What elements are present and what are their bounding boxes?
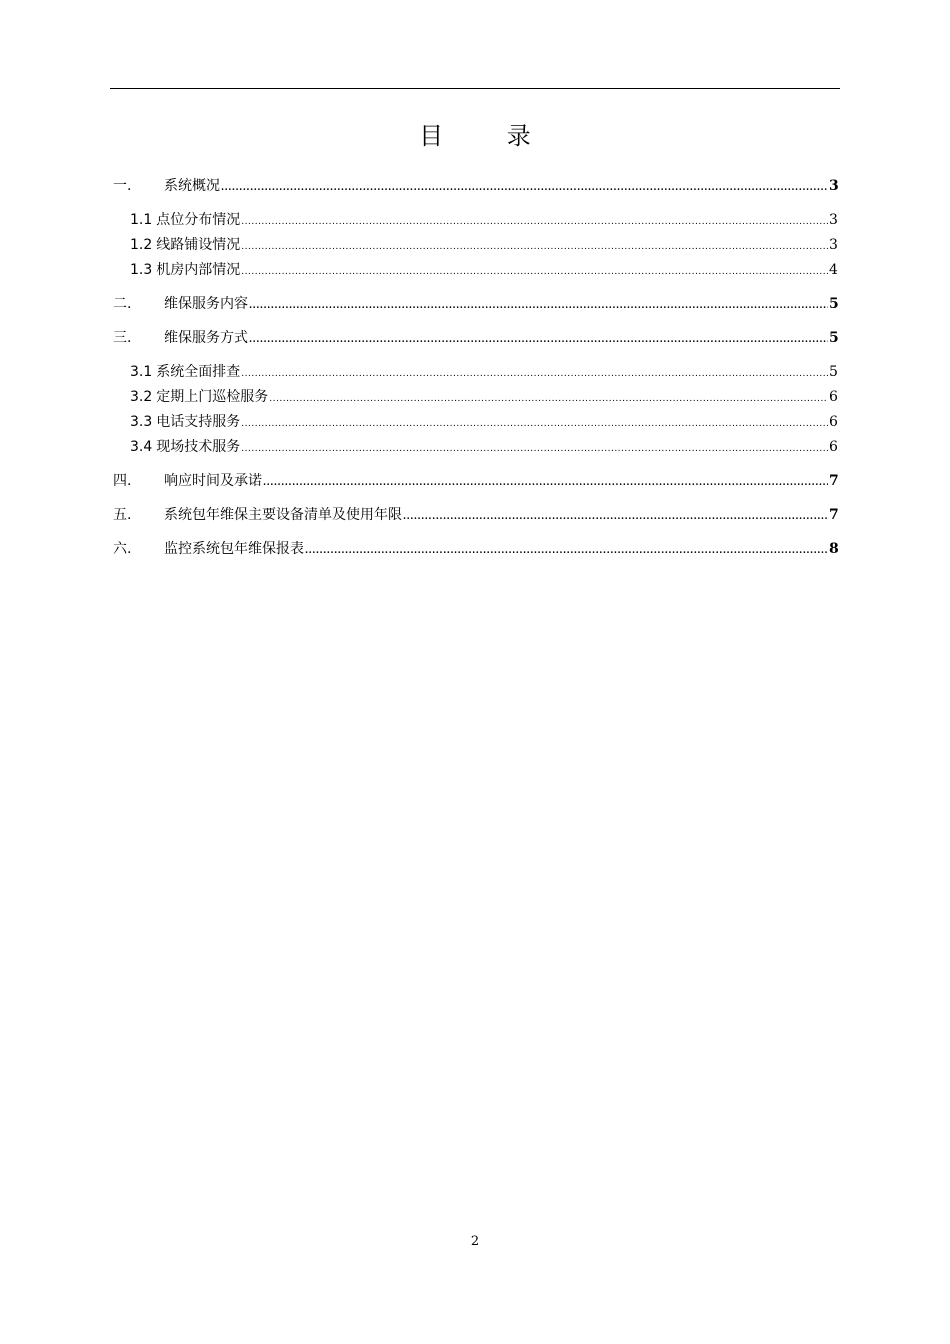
toc-leader xyxy=(249,328,828,353)
toc-label: 点位分布情况 xyxy=(156,212,241,228)
toc-label: 响应时间及承诺 xyxy=(164,473,262,489)
toc-entry[interactable] xyxy=(113,385,837,410)
toc-label: 现场技术服务 xyxy=(156,439,241,455)
toc-number: 六. xyxy=(113,541,132,557)
toc-label: 机房内部情况 xyxy=(156,262,241,278)
table-of-contents xyxy=(113,174,837,562)
toc-leader xyxy=(269,387,828,412)
toc-entry[interactable] xyxy=(113,435,837,460)
toc-entry[interactable] xyxy=(113,174,837,199)
toc-number: 1.2 xyxy=(130,237,153,253)
toc-leader xyxy=(249,294,828,319)
toc-number: 3.4 xyxy=(130,439,153,455)
toc-label: 维保服务方式 xyxy=(164,330,248,346)
toc-number: 3.3 xyxy=(130,414,153,430)
toc-page: 5 xyxy=(829,330,839,346)
page-title: 目 录 xyxy=(419,122,559,150)
toc-label: 维保服务内容 xyxy=(164,296,248,312)
toc-leader xyxy=(241,210,828,235)
toc-page: 4 xyxy=(829,262,838,278)
toc-leader xyxy=(241,412,828,437)
toc-leader xyxy=(221,176,828,201)
toc-page: 6 xyxy=(829,439,838,455)
toc-number: 3.1 xyxy=(130,364,153,380)
toc-entry[interactable] xyxy=(113,469,837,494)
toc-entry[interactable] xyxy=(113,233,837,258)
toc-leader xyxy=(241,235,828,260)
toc-page: 7 xyxy=(829,507,839,523)
toc-number: 五. xyxy=(113,507,132,523)
toc-entry[interactable] xyxy=(113,292,837,317)
toc-leader xyxy=(241,260,828,285)
toc-page: 7 xyxy=(829,473,839,489)
toc-page: 6 xyxy=(829,389,838,405)
toc-entry[interactable] xyxy=(113,258,837,283)
toc-label: 系统包年维保主要设备清单及使用年限 xyxy=(164,507,402,523)
toc-label: 线路铺设情况 xyxy=(156,237,241,253)
toc-number: 1.1 xyxy=(130,212,153,228)
toc-page: 8 xyxy=(829,541,839,557)
toc-number: 3.2 xyxy=(130,389,153,405)
footer-page-number: 2 xyxy=(470,1234,480,1249)
toc-number: 一. xyxy=(113,178,132,194)
toc-entry[interactable] xyxy=(113,208,837,233)
toc-number: 1.3 xyxy=(130,262,153,278)
toc-label: 系统全面排查 xyxy=(156,364,241,380)
toc-label: 监控系统包年维保报表 xyxy=(164,541,304,557)
toc-entry[interactable] xyxy=(113,326,837,351)
toc-leader xyxy=(241,362,828,387)
toc-entry[interactable] xyxy=(113,537,837,562)
toc-number: 四. xyxy=(113,473,132,489)
toc-leader xyxy=(241,437,828,462)
toc-label: 定期上门巡检服务 xyxy=(156,389,269,405)
toc-page: 5 xyxy=(829,364,838,380)
toc-entry[interactable] xyxy=(113,503,837,528)
toc-page: 3 xyxy=(829,212,838,228)
toc-entry[interactable] xyxy=(113,360,837,385)
toc-number: 三. xyxy=(113,330,132,346)
toc-page: 6 xyxy=(829,414,838,430)
toc-page: 3 xyxy=(829,237,838,253)
toc-label: 系统概况 xyxy=(164,178,220,194)
toc-page: 5 xyxy=(829,296,839,312)
toc-leader xyxy=(403,505,828,530)
toc-entry[interactable] xyxy=(113,410,837,435)
toc-leader xyxy=(263,471,828,496)
toc-page: 3 xyxy=(829,178,839,194)
toc-label: 电话支持服务 xyxy=(156,414,241,430)
toc-leader xyxy=(305,539,828,564)
header-rule xyxy=(110,88,840,89)
toc-number: 二. xyxy=(113,296,132,312)
